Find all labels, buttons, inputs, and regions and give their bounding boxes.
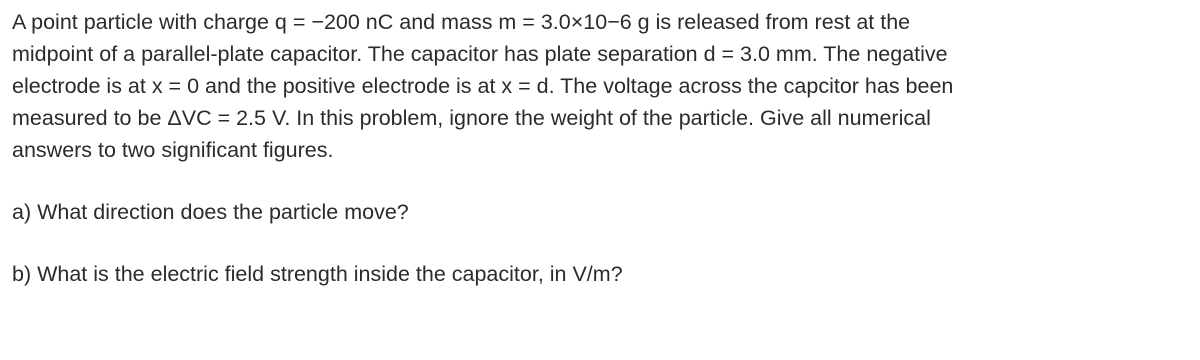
problem-line: midpoint of a parallel-plate capacitor. The capacitor has plate separation d = 3.0 mm. The negative bbox=[12, 42, 948, 66]
problem-line: measured to be ΔVC = 2.5 V. In this problem, ignore the weight of the particle. Give all numerical bbox=[12, 106, 931, 130]
problem-statement bbox=[12, 6, 1192, 166]
question-a: a) What direction does the particle move? bbox=[12, 200, 409, 224]
problem-line: A point particle with charge q = −200 nC and mass m = 3.0×10−6 g is released from rest at the bbox=[12, 10, 911, 34]
problem-line: answers to two significant figures. bbox=[12, 138, 334, 162]
question-b: b) What is the electric field strength inside the capacitor, in V/m? bbox=[12, 262, 623, 286]
problem-line: electrode is at x = 0 and the positive electrode is at x = d. The voltage across the capcitor has been bbox=[12, 74, 954, 98]
problem-text bbox=[12, 6, 1192, 290]
